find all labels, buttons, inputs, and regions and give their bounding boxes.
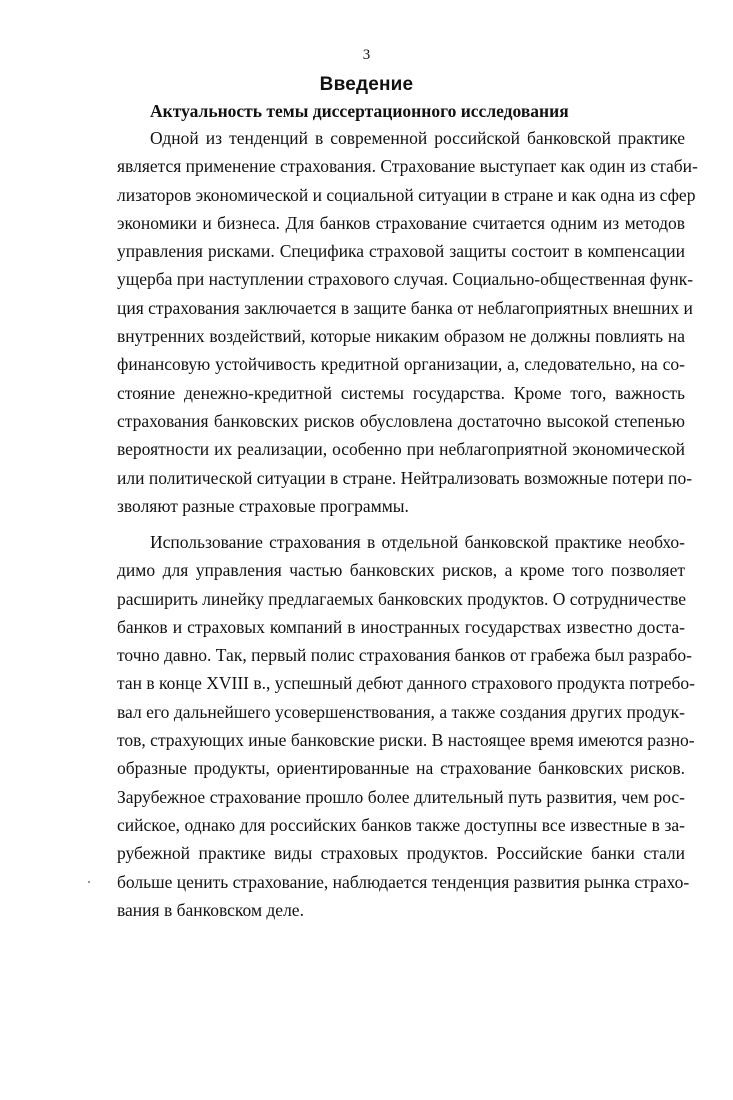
- paragraph-line: больше ценить страхование, наблюдается тенденция развития рынка страхо-: [117, 871, 690, 892]
- paragraph-line: стояние денежно-кредитной системы государства. Кроме того, важность: [117, 382, 685, 403]
- paragraph-line: Зарубежное страхование прошло более длительный путь развития, чем рос-: [117, 786, 685, 807]
- paragraph-line: является применение страхования. Страхование выступает как один из стаби-: [117, 156, 698, 177]
- paragraph-line: вероятности их реализации, особенно при неблагоприятной экономической: [117, 439, 685, 460]
- paragraph-line: или политической ситуации в стране. Нейтрализовать возможные потери по-: [117, 467, 693, 488]
- section-title: Введение: [319, 74, 414, 95]
- paragraph-1: [117, 124, 698, 520]
- paragraph-line: тан в конце XVIII в., успешный дебют данного страхового продукта потребо-: [117, 673, 695, 694]
- paragraph-line: ущерба при наступлении страхового случая. Социально-общественная функ-: [117, 269, 694, 290]
- paragraph-line: вания в банковском деле.: [117, 899, 304, 920]
- paragraph-line: расширить линейку предлагаемых банковских продуктов. О сотрудничестве: [117, 588, 687, 609]
- paragraph-line: образные продукты, ориентированные на страхование банковских рисков.: [117, 758, 685, 779]
- page-number: 3: [362, 47, 371, 63]
- paragraph-line: внутренних воздействий, которые никаким образом не должны повлиять на: [117, 326, 685, 347]
- paragraph-line: Одной из тенденций в современной российской банковской практике: [150, 128, 685, 148]
- paragraph-line: вал его дальнейшего усовершенствования, а также создания других продук-: [117, 701, 685, 722]
- paragraph-line: страхования банковских рисков обусловлена достаточно высокой степенью: [117, 410, 685, 431]
- paragraph-line: зволяют разные страховые программы.: [117, 495, 409, 516]
- paragraph-line: экономики и бизнеса. Для банков страхование считается одним из методов: [117, 212, 685, 233]
- paragraph-line: тов, страхующих иные банковские риски. В настоящее время имеются разно-: [117, 730, 695, 751]
- paragraph-line: димо для управления частью банковских рисков, а кроме того позволяет: [117, 560, 685, 581]
- scan-speck: [88, 881, 90, 883]
- paragraph-line: сийское, однако для российских банков также доступны все известные в за-: [117, 814, 685, 835]
- paragraph-line: лизаторов экономической и социальной ситуации в стране и как одна из сфер: [117, 184, 696, 205]
- paragraph-line: точно давно. Так, первый полис страхования банков от грабежа был разрабо-: [117, 645, 692, 666]
- paragraph-line: управления рисками. Специфика страховой защиты состоит в компенсации: [117, 241, 685, 262]
- paragraph-line: финансовую устойчивость кредитной организации, а, следовательно, на со-: [117, 354, 685, 375]
- paragraph-line: Использование страхования в отдельной банковской практике необхо-: [150, 532, 685, 552]
- paragraph-2: [117, 528, 695, 924]
- section-subtitle: Актуальность темы диссертационного исследования: [150, 101, 569, 121]
- paragraph-line: ция страхования заключается в защите банка от неблагоприятных внешних и: [117, 297, 693, 318]
- paragraph-line: банков и страховых компаний в иностранных государствах известно доста-: [117, 616, 685, 637]
- paragraph-line: рубежной практике виды страховых продуктов. Российские банки стали: [117, 843, 685, 864]
